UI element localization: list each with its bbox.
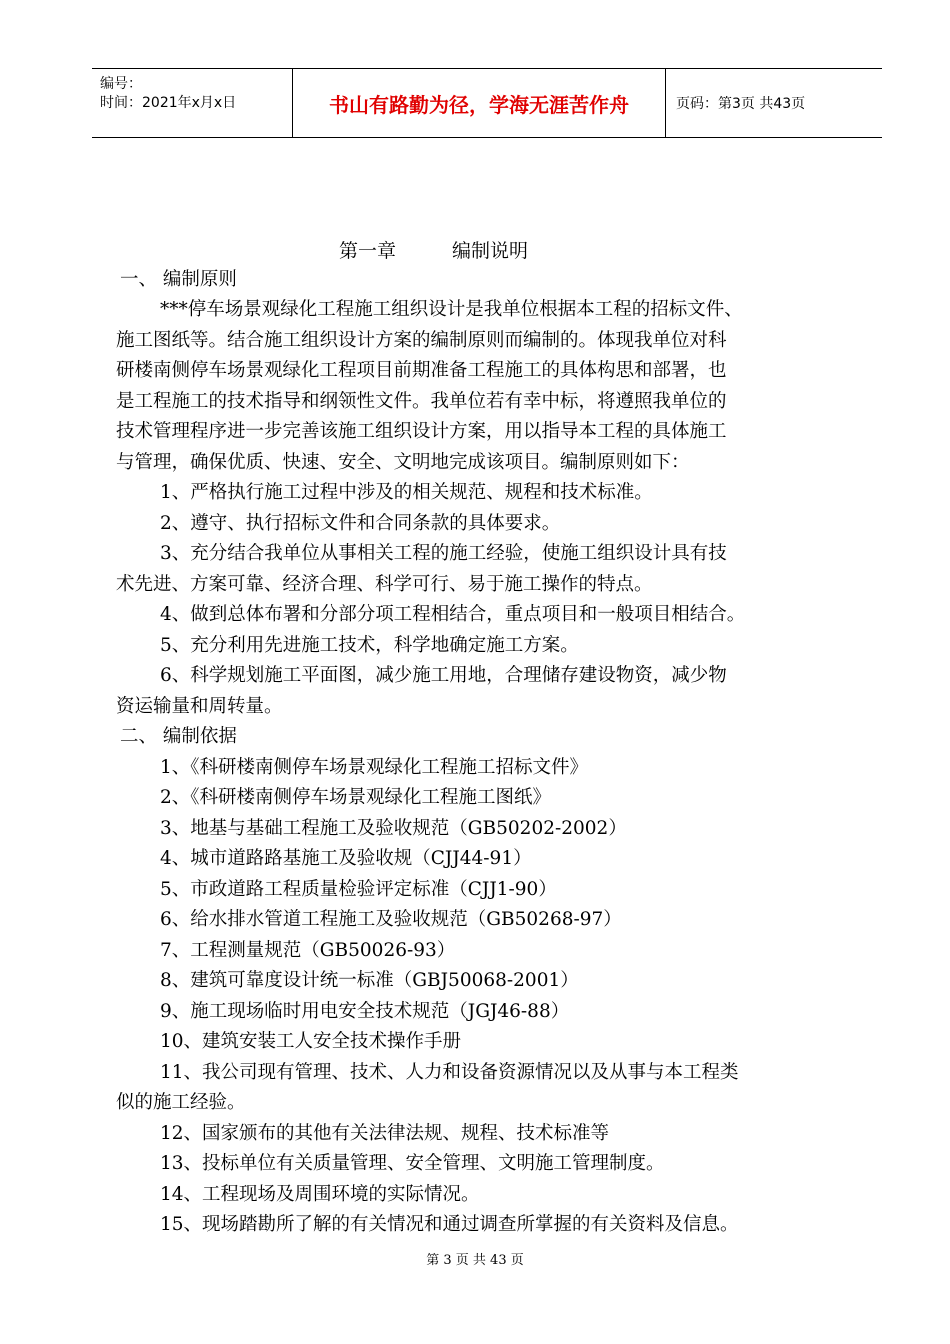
paragraph-line: 施工图纸等。结合施工组织设计方案的编制原则而编制的。体现我单位对科 xyxy=(116,330,727,351)
list-item: 1、《科研楼南侧停车场景观绿化工程施工招标文件》 xyxy=(160,757,589,778)
list-item: 2、遵守、执行招标文件和合同条款的具体要求。 xyxy=(160,513,561,534)
list-item: 5、市政道路工程质量检验评定标准（CJJ1-90） xyxy=(160,879,557,900)
page-footer: 第 3 页 共 43 页 xyxy=(426,1253,524,1268)
list-item: 1、严格执行施工过程中涉及的相关规范、规程和技术标准。 xyxy=(160,482,653,503)
list-item-continuation: 似的施工经验。 xyxy=(116,1092,246,1113)
page-header xyxy=(92,68,882,138)
list-item: 7、工程测量规范（GB50026-93） xyxy=(160,940,456,961)
list-item-continuation: 术先进、方案可靠、经济合理、科学可行、易于施工操作的特点。 xyxy=(116,574,653,595)
chapter-name: 编制说明 xyxy=(452,240,529,262)
chapter-title xyxy=(339,236,528,263)
list-item: 8、建筑可靠度设计统一标准（GBJ50068-2001） xyxy=(160,970,579,991)
list-item: 2、《科研楼南侧停车场景观绿化工程施工图纸》 xyxy=(160,787,552,808)
header-motto: 书山有路勤为径，学海无涯苦作舟 xyxy=(329,92,629,117)
section-heading-basis: 二、 编制依据 xyxy=(120,726,237,747)
list-item: 3、充分结合我单位从事相关工程的施工经验，使施工组织设计具有技 xyxy=(160,543,727,564)
header-meta xyxy=(92,69,292,137)
list-item: 9、施工现场临时用电安全技术规范（JGJ46-88） xyxy=(160,1001,570,1022)
list-item: 12、国家颁布的其他有关法律法规、规程、技术标准等 xyxy=(160,1123,610,1144)
list-item: 3、地基与基础工程施工及验收规范（GB50202-2002） xyxy=(160,818,627,839)
header-divider-right xyxy=(665,69,666,137)
list-item: 10、建筑安装工人安全技术操作手册 xyxy=(160,1031,462,1052)
paragraph-line: 技术管理程序进一步完善该施工组织设计方案，用以指导本工程的具体施工 xyxy=(116,421,727,442)
list-item: 4、城市道路路基施工及验收规（CJJ44-91） xyxy=(160,848,532,869)
header-page-info: 页码：第3页 共43页 xyxy=(676,96,806,112)
document-time-label: 时间：2021年x月x日 xyxy=(100,95,237,111)
paragraph-line: 与管理，确保优质、快速、安全、文明地完成该项目。编制原则如下： xyxy=(116,452,690,473)
chapter-number: 第一章 xyxy=(339,240,397,262)
list-item: 11、我公司现有管理、技术、人力和设备资源情况以及从事与本工程类 xyxy=(160,1062,739,1083)
list-item: 13、投标单位有关质量管理、安全管理、文明施工管理制度。 xyxy=(160,1153,665,1174)
list-item: 4、做到总体布署和分部分项工程相结合，重点项目和一般项目相结合。 xyxy=(160,604,746,625)
list-item: 15、现场踏勘所了解的有关情况和通过调查所掌握的有关资料及信息。 xyxy=(160,1214,739,1235)
paragraph-line: ***停车场景观绿化工程施工组织设计是我单位根据本工程的招标文件、 xyxy=(160,299,743,320)
paragraph-line: 是工程施工的技术指导和纲领性文件。我单位若有幸中标，将遵照我单位的 xyxy=(116,391,727,412)
list-item-continuation: 资运输量和周转量。 xyxy=(116,696,283,717)
paragraph-line: 研楼南侧停车场景观绿化工程项目前期准备工程施工的具体构思和部署，也 xyxy=(116,360,727,381)
document-number-label: 编号： xyxy=(100,76,142,92)
section-heading-principles: 一、 编制原则 xyxy=(120,269,237,290)
list-item: 14、工程现场及周围环境的实际情况。 xyxy=(160,1184,480,1205)
list-item: 6、给水排水管道工程施工及验收规范（GB50268-97） xyxy=(160,909,622,930)
list-item: 6、科学规划施工平面图，减少施工用地，合理储存建设物资，减少物 xyxy=(160,665,727,686)
list-item: 5、充分利用先进施工技术，科学地确定施工方案。 xyxy=(160,635,579,656)
